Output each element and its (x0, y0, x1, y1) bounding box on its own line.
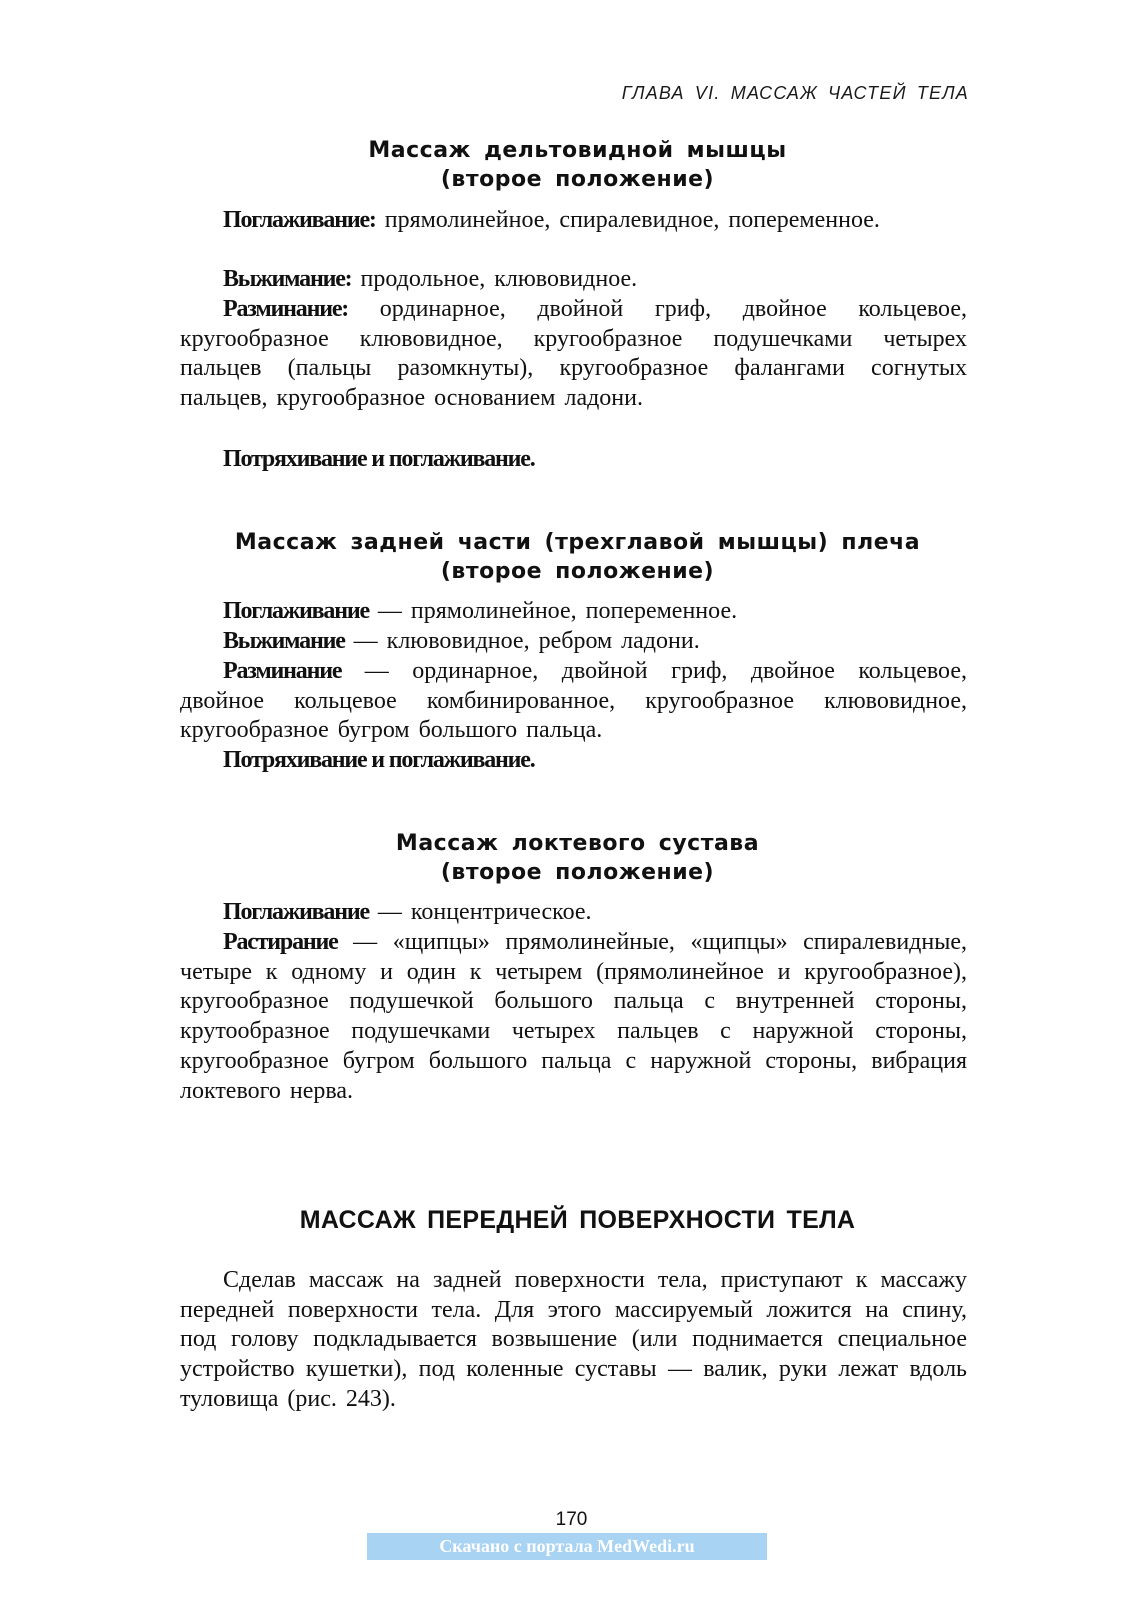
paragraph (180, 657, 967, 746)
term: Выжимание: (223, 266, 352, 292)
paragraph (180, 265, 967, 295)
paragraph-text: — ординарное, двойной гриф, двойное кольцевое, двойное кольцевое комбинированное, кругообразное клювовидное, кругообразное бугром большого пальца. (180, 658, 967, 744)
paragraph (180, 597, 967, 627)
running-head: ГЛАВА VI. МАССАЖ ЧАСТЕЙ ТЕЛА (621, 83, 969, 103)
term: Выжимание (223, 628, 345, 654)
paragraph-text: прямолинейное, спиралевидное, попеременное. (375, 207, 880, 233)
paragraph (180, 746, 967, 776)
paragraph-text: — клювовидное, ребром ладони. (344, 628, 700, 654)
term: Потряхивание и поглаживание. (223, 747, 535, 773)
main-section-title: МАССАЖ ПЕРЕДНЕЙ ПОВЕРХНОСТИ ТЕЛА (299, 1206, 856, 1234)
heading-line: Массаж дельтовидной мышцы (368, 138, 787, 163)
paragraph-text: продольное, клювовидное. (351, 266, 638, 292)
section-heading-elbow (0, 829, 1131, 887)
page-number: 170 (555, 1509, 588, 1530)
paragraph-text: — прямолинейное, попеременное. (368, 598, 738, 624)
term: Поглаживание (223, 598, 369, 624)
term: Растирание (223, 929, 338, 955)
heading-line: (второе положение) (440, 860, 715, 885)
heading-line: Массаж задней части (трехглавой мышцы) плеча (234, 530, 921, 555)
term: Разминание: (223, 296, 349, 322)
paragraph-text: — «щипцы» прямолинейные, «щипцы» спиралевидные, четыре к одному и один к четырем (прямолинейное и кругообразное), кругообразное подушечкой большого пальца с внутренней стороны, крутообразное подушечками четырех пальцев с наружной стороны, кругообразное бугром большого пальца с наружной стороны, вибрация локтевого нерва. (180, 929, 967, 1104)
section-heading-triceps (0, 528, 1131, 586)
main-paragraph: Сделав массаж на задней поверхности тела, приступают к массажу передней поверхности тела. Для этого массируемый ложится на спину, под голову подкладывается возвышение (или поднимается специальное устройство кушетки), под коленные суставы — валик, руки лежат вдоль туловища (рис. 243). (180, 1267, 967, 1412)
paragraph (180, 445, 967, 475)
section-heading-deltoid (0, 136, 1131, 194)
heading-line: (второе положение) (440, 167, 715, 192)
watermark-banner: Скачано с портала MedWedi.ru (367, 1533, 767, 1560)
paragraph (180, 295, 967, 414)
term: Разминание (223, 658, 342, 684)
paragraph (180, 898, 967, 928)
term: Поглаживание (223, 899, 369, 925)
heading-line: (второе положение) (440, 559, 715, 584)
term: Поглаживание: (223, 207, 376, 233)
heading-line: Массаж локтевого сустава (395, 831, 760, 856)
term: Потряхивание и поглаживание. (223, 446, 535, 472)
paragraph (180, 928, 967, 1106)
paragraph-text: — концентрическое. (368, 899, 592, 925)
paragraph-text: ординарное, двойной гриф, двойное кольцевое, кругообразное клювовидное, кругообразное подушечками четырех пальцев (пальцы разомкнуты), кругообразное фалангами согнутых пальцев, кругообразное основанием ладони. (180, 296, 967, 412)
paragraph (180, 206, 967, 236)
paragraph (180, 627, 967, 657)
